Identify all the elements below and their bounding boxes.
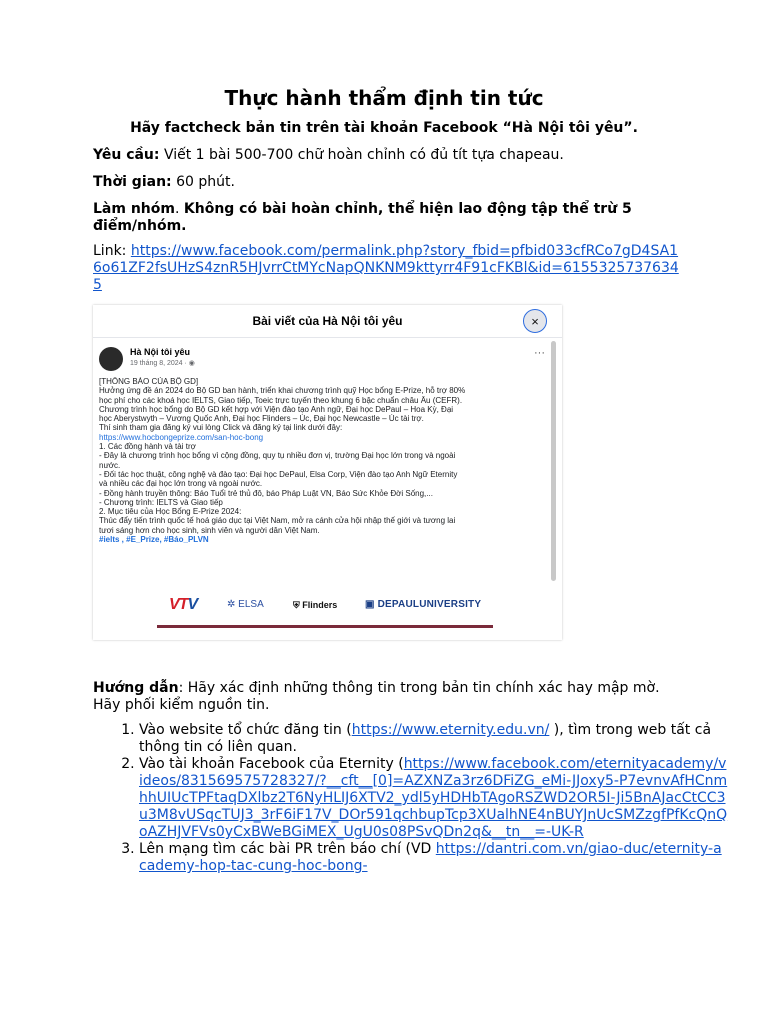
elsa-logo-text: ELSA: [238, 599, 264, 610]
list-item: [139, 722, 729, 756]
group-text: Không có bài hoàn chỉnh, thể hiện lao động tập thể trừ 5 điểm/nhóm.: [93, 201, 632, 234]
flinders-logo: [293, 593, 337, 617]
requirement-label: Yêu cầu:: [93, 147, 160, 163]
post-line: Chương trình học bổng do Bộ GD kết hợp với Viện đào tạo Anh ngữ, Đại học DePaul – Hoa Kỳ, Đại: [99, 404, 454, 414]
post-page-name: Hà Nội tôi yêu: [130, 347, 191, 357]
facebook-permalink[interactable]: https://www.facebook.com/permalink.php?story_fbid=pfbid033cfRCo7gD4SA16o61ZF2fsUHzS4znR5HJvrrCtMYcNapQNKNM9kttyrr4F91cFKBl&id=61553257376345: [93, 243, 679, 293]
time-paragraph: [93, 174, 683, 191]
post-line: học phí cho các khoá học IELTS, Giao tiếp, Toeic trực tuyến theo khung 6 bậc chuẩn châu Âu (CEFR).: [99, 395, 463, 405]
flinders-logo-text: Flinders: [302, 600, 338, 610]
post-url: https://www.hocbongeprize.com/san-hoc-bong: [99, 432, 264, 442]
steps-list: [93, 722, 729, 875]
list-item: [139, 756, 729, 841]
post-dialog-header: Bài viết của Hà Nội tôi yêu: [93, 305, 562, 338]
post-line: Thí sinh tham gia đăng ký vui lòng Click và đăng ký tại link dưới đây:: [99, 423, 343, 433]
requirement-text: Viết 1 bài 500-700 chữ hoàn chỉnh có đủ tít tựa chapeau.: [159, 147, 564, 163]
post-hashtags: #ielts , #E_Prize, #Báo_PLVN: [99, 535, 209, 545]
crest-icon: ⛨: [293, 600, 303, 610]
depaul-logo: [365, 593, 481, 617]
guide-paragraph: [93, 680, 683, 714]
step-text: ), tìm trong web tất cả thông tin có liên quan.: [139, 722, 712, 755]
group-dot: .: [174, 201, 184, 217]
sponsor-logos: [153, 593, 553, 617]
post-line: Thúc đẩy tiến trình quốc tế hoá giáo dục tại Việt Nam, mở ra cánh cửa hội nhập thế giới và tương lai: [99, 516, 456, 526]
post-line: - Đối tác học thuật, công nghệ và đào tạo: Đại học DePaul, Elsa Corp, Viện đào tạo Anh Ngữ Eternity: [99, 469, 458, 479]
post-line: 2. Mục tiêu của Học Bổng E-Prize 2024:: [99, 507, 242, 517]
post-scrollbar: [551, 341, 556, 581]
depaul-logo-text: DEPAULUNIVERSITY: [377, 599, 482, 610]
post-date: [130, 359, 195, 367]
requirement-paragraph: [93, 147, 683, 164]
post-line: và nhiều các đại học lớn trong và ngoài nước.: [99, 479, 263, 489]
post-line: - Chương trình: IELTS và Giao tiếp: [99, 497, 223, 507]
eternity-facebook-link[interactable]: https://www.facebook.com/eternityacademy/videos/831569575728327/?__cft__[0]=AZXNZa3rz6DFiZG_eMi-JJoxy5-P7evnvAfHCnmhhUIUcTPFtaqDXlbz2T6NyHLIJ6XTV2_ydl5yHDHbTAgoRSZWD2OR5I-Ji5BnAJacCtCC3u3M8vUSqcTUJ3_3rF6iF17V_DOr591qchbupTcp3XUalhNE4nBUYJnUcSMZzgfPfKcQnQoAZHJVFVs0yCxBWeBGiMEX_UgU0s08PSvQDn2q&__tn__=-UK-R: [139, 756, 728, 840]
more-options-icon: ···: [534, 347, 545, 359]
time-label: Thời gian:: [93, 174, 172, 190]
gear-icon: ✲: [227, 599, 239, 610]
post-date-text: 19 tháng 8, 2024 ·: [130, 360, 189, 367]
elsa-logo: [227, 593, 264, 617]
shield-icon: ▣: [365, 599, 378, 610]
vtv-logo: [169, 593, 197, 617]
banner-divider: [157, 625, 493, 628]
post-line: tươi sáng hơn cho học sinh, sinh viên và người dân Việt Nam.: [99, 525, 320, 535]
avatar: [99, 347, 123, 371]
vtv-logo-text-a: VT: [169, 596, 188, 613]
eternity-website-link[interactable]: https://www.eternity.edu.vn/: [351, 722, 550, 738]
list-item: [139, 841, 729, 875]
post-line: - Đồng hành truyền thông: Báo Tuổi trẻ thủ đô, báo Pháp Luật VN, Báo Sức Khỏe Đời Sống,...: [99, 488, 433, 498]
facebook-post-screenshot: [93, 305, 562, 640]
post-body: [99, 377, 545, 544]
group-label: Làm nhóm: [93, 201, 175, 217]
time-text: 60 phút.: [171, 174, 235, 190]
post-line: 1. Các đồng hành và tài trợ: [99, 442, 196, 452]
page-title: Thực hành thẩm định tin tức: [224, 86, 544, 110]
vtv-logo-text-b: V: [187, 596, 198, 613]
globe-icon: ◉: [188, 360, 195, 367]
post-line: - Đây là chương trình học bổng vì cộng đồng, quy tụ nhiều đơn vị, trường Đại học lớn trong và ngoài: [99, 451, 456, 461]
post-line: nước.: [99, 460, 121, 470]
link-paragraph: [93, 243, 683, 294]
guide-text: : Hãy xác định những thông tin trong bản tin chính xác hay mập mờ. Hãy phối kiểm nguồn tin.: [93, 680, 660, 713]
post-line: [THÔNG BÁO CỦA BỘ GD]: [99, 377, 199, 386]
link-label: Link:: [93, 243, 131, 259]
post-line: Hưởng ứng đề án 2024 do Bộ GD ban hành, triển khai chương trình quỹ Học bổng E-Prize, hỗ trợ 80%: [99, 386, 466, 396]
close-icon: ×: [523, 309, 547, 333]
dantri-article-link[interactable]: https://dantri.com.vn/giao-duc/eternity-academy-hop-tac-cung-hoc-bong-: [139, 841, 722, 874]
guide-label: Hướng dẫn: [93, 680, 179, 696]
post-line: học Aberystwyth – Vương Quốc Anh, Đại học Flinders – Úc, Đại học Newcastle – Úc tài trợ.: [99, 414, 424, 424]
group-paragraph: [93, 201, 683, 235]
page-subtitle: Hãy factcheck bản tin trên tài khoản Facebook “Hà Nội tôi yêu”.: [130, 120, 638, 136]
step-text: Vào tài khoản Facebook của Eternity (: [139, 756, 404, 772]
step-text: Vào website tổ chức đăng tin (: [139, 722, 352, 738]
step-text: Lên mạng tìm các bài PR trên báo chí (VD: [139, 841, 436, 857]
